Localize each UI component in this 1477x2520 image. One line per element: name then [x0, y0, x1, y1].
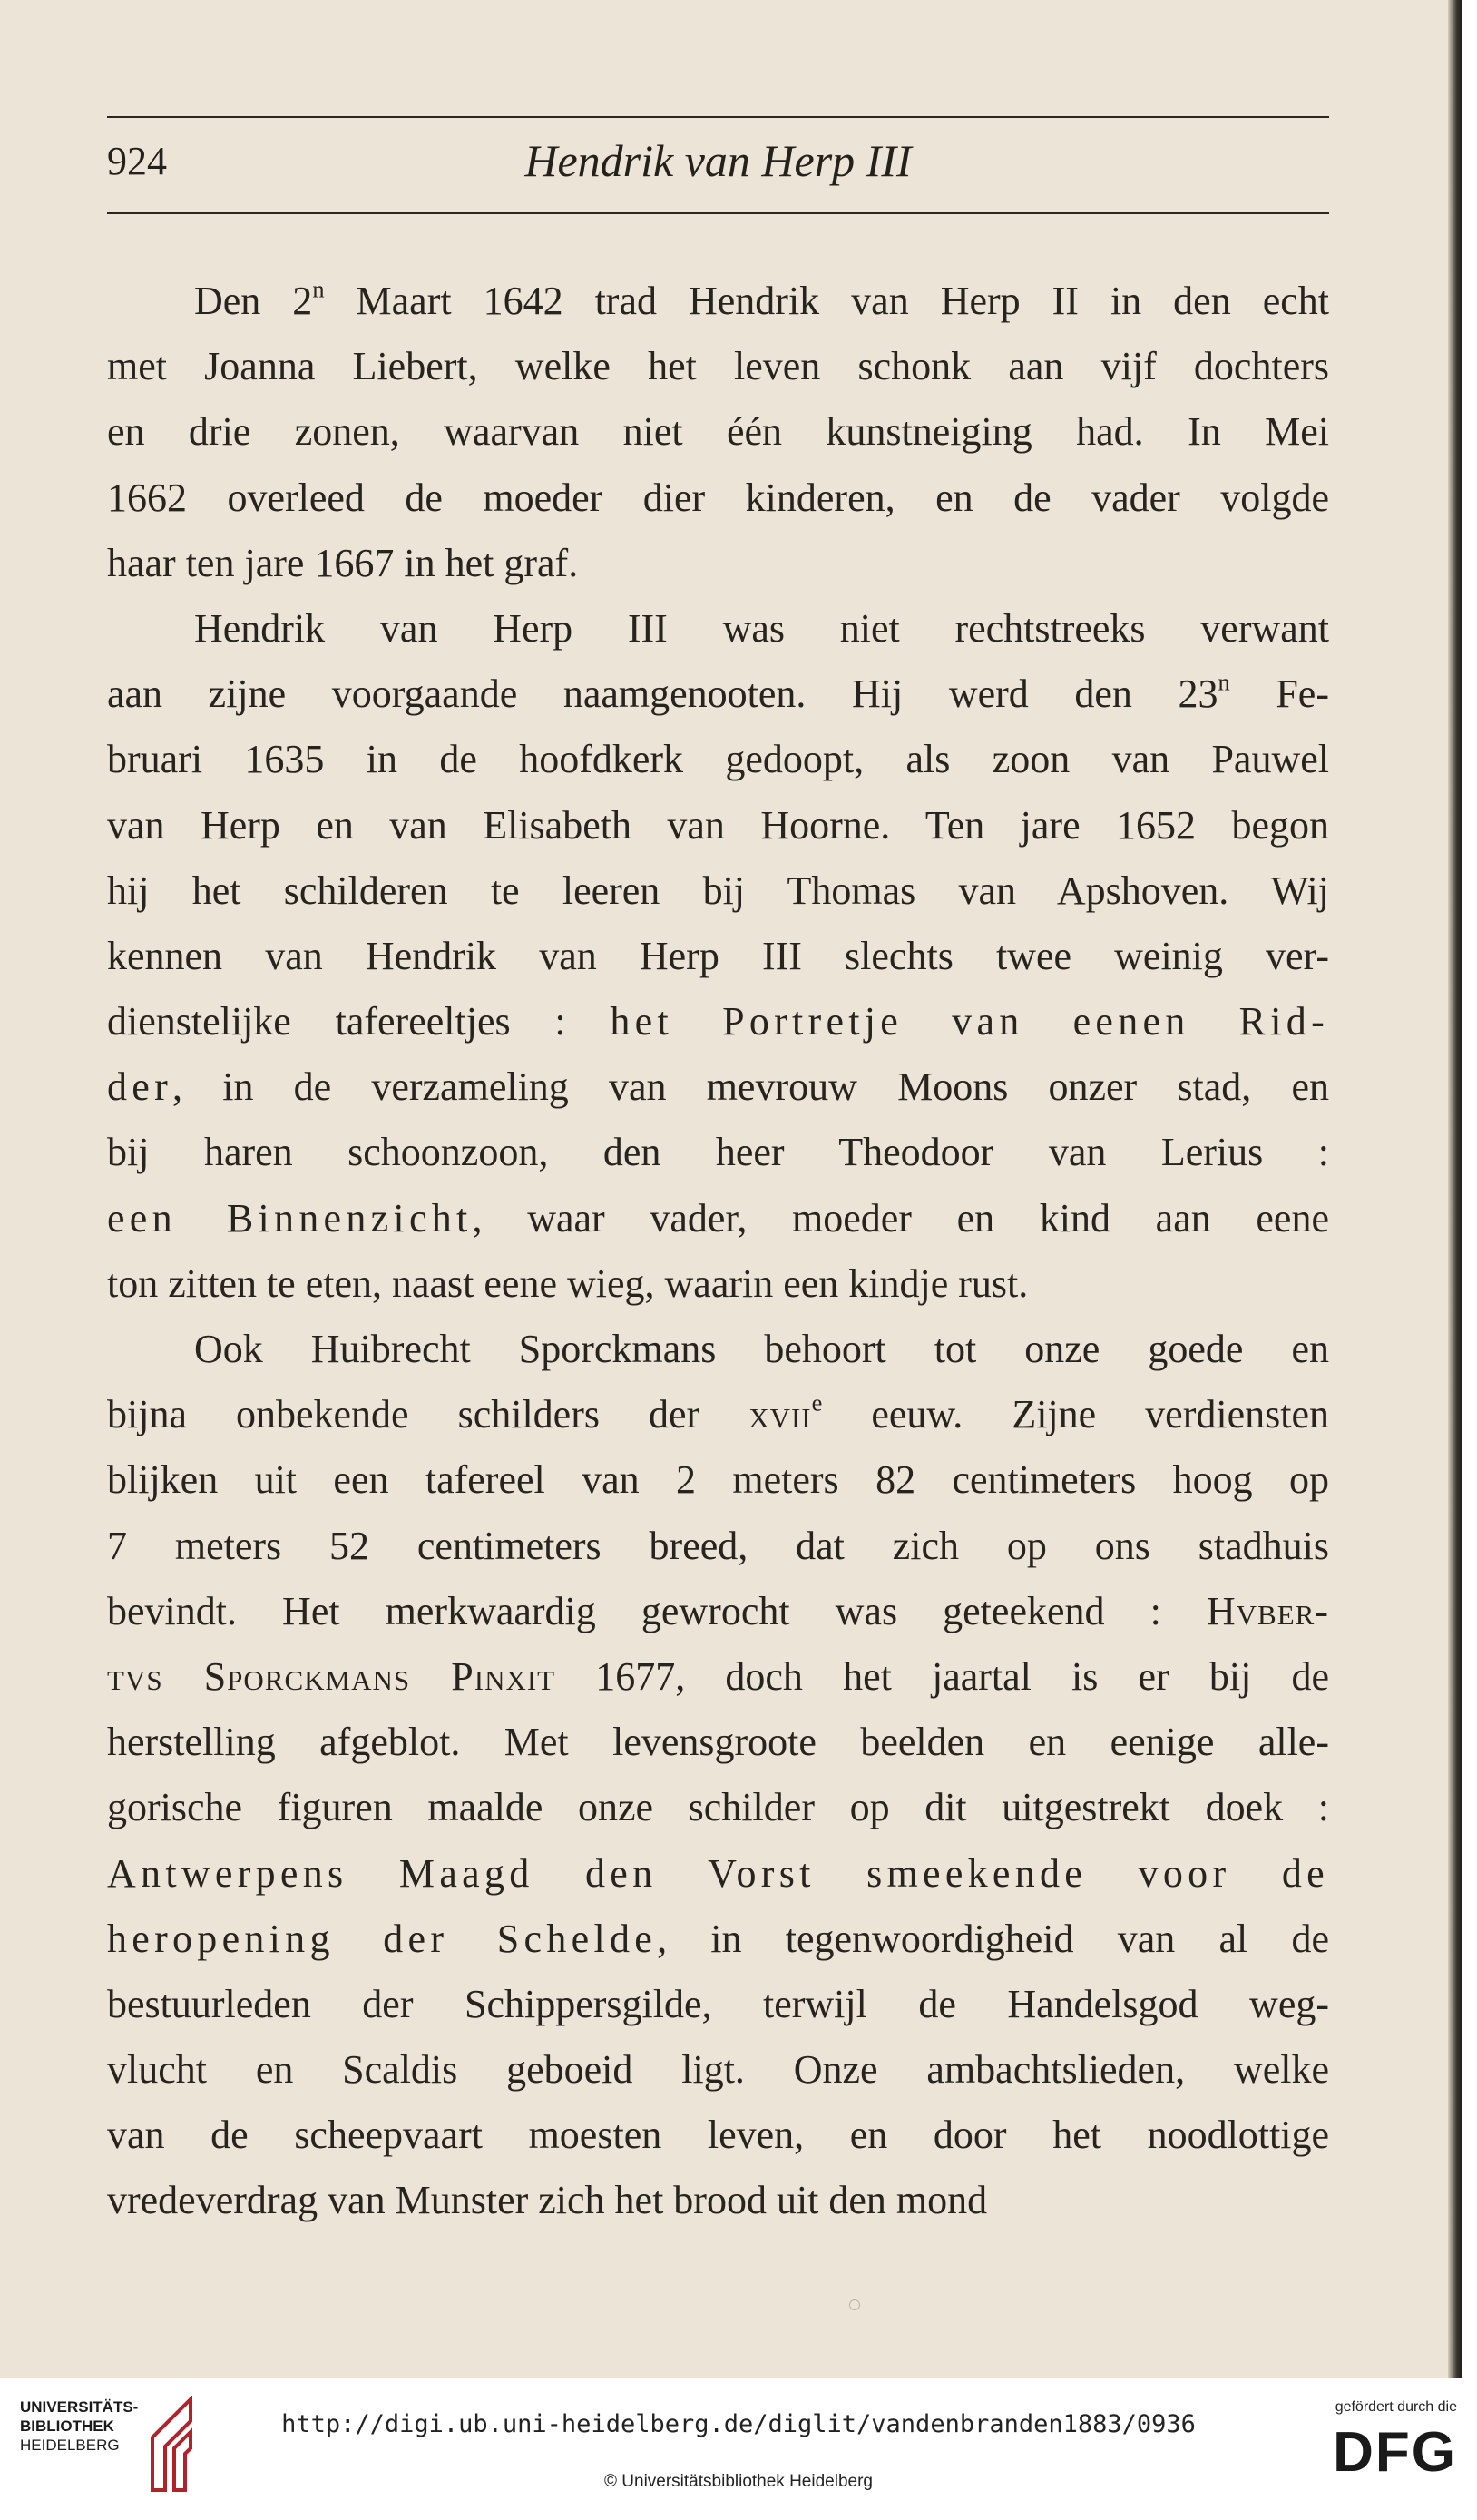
text-run: bevindt. Het merkwaardig gewrocht was geteekend :	[107, 1588, 1207, 1633]
dfg-logo: DFG	[1333, 2421, 1457, 2484]
text-line	[107, 2037, 1329, 2103]
text-run: Maart 1642 trad Hendrik van Herp II in den echt	[324, 279, 1329, 323]
funder-block	[1276, 2399, 1457, 2485]
library-name-line2: BIBLIOTHEK	[20, 2417, 114, 2435]
text-line	[107, 1841, 1329, 1907]
text-line	[107, 1120, 1329, 1185]
text-line	[107, 924, 1329, 989]
text-run: 1662 overleed de moeder dier kinderen, en de vader volgde	[107, 475, 1329, 520]
text-line	[107, 1579, 1329, 1644]
text-line	[107, 1907, 1329, 1972]
text-run: dienstelijke tafereeltjes :	[107, 999, 611, 1044]
text-run: vredeverdrag van Munster zich het brood uit den mond	[107, 2178, 988, 2223]
text-line	[107, 1644, 1329, 1710]
text-line	[107, 334, 1329, 399]
text-run: Fe-	[1229, 672, 1329, 717]
page-edge-shadow	[1448, 0, 1462, 2378]
text-line	[107, 269, 1329, 334]
text-run: herstelling afgeblot. Met levensgroote beelden en eenige alle-	[107, 1720, 1329, 1765]
text-line	[107, 1382, 1329, 1447]
text-line	[107, 1775, 1329, 1840]
text-run: 7 meters 52 centimeters breed, dat zich op ons stadhuis	[107, 1523, 1329, 1568]
text-run: bijna onbekende schilders der	[107, 1392, 749, 1437]
library-name-line1: UNIVERSITÄTS-	[20, 2398, 139, 2416]
text-run: , waar vader, moeder en kind aan eene	[472, 1195, 1329, 1240]
text-line	[107, 989, 1329, 1054]
text-run: van de scheepvaart moesten leven, en door het noodlottige	[107, 2113, 1329, 2158]
running-title: Hendrik van Herp III	[524, 135, 912, 186]
text-line	[107, 1317, 1329, 1382]
page-number: 924	[107, 139, 167, 183]
text-line	[107, 1972, 1329, 2037]
digitization-footer	[0, 2378, 1477, 2520]
text-run: van Herp en van Elisabeth van Hoorne. Ten jare 1652 begon	[107, 802, 1329, 848]
text-run: bij haren schoonzoon, den heer Theodoor van Lerius :	[107, 1130, 1329, 1175]
text-run: vlucht en Scaldis geboeid ligt. Onze ambachtslieden, welke	[107, 2047, 1329, 2093]
text-run: Den 2	[194, 279, 313, 323]
spaced-title: Antwerpens Maagd den Vorst smeekende voor de	[107, 1850, 1329, 1896]
spaced-title: heropening der Schelde	[107, 1916, 658, 1961]
text-run: , in tegenwoordigheid van al de	[657, 1916, 1329, 1961]
text-run: kennen van Hendrik van Herp III slechts twee weinig ver-	[107, 933, 1329, 978]
small-caps-text: xvii	[748, 1392, 812, 1437]
text-run: bestuurleden der Schippersgilde, terwijl de Handelsgod weg-	[107, 1981, 1329, 2026]
text-line	[107, 2168, 1329, 2233]
superscript: n	[1218, 668, 1230, 696]
text-line	[107, 858, 1329, 924]
text-run: ton zitten te eten, naast eene wieg, waarin een kindje rust.	[107, 1260, 1029, 1306]
text-run: hij het schilderen te leeren bij Thomas van Apshoven. Wij	[107, 868, 1329, 913]
header-rule-bottom	[107, 212, 1329, 214]
text-run: Hendrik van Herp III was niet rechtstreeks verwant	[194, 605, 1329, 651]
text-run: eeuw. Zijne verdiensten	[822, 1392, 1329, 1437]
library-name-line3: HEIDELBERG	[20, 2437, 120, 2454]
superscript: n	[312, 275, 325, 303]
text-line	[107, 727, 1329, 792]
text-line	[107, 793, 1329, 858]
text-line	[107, 531, 1329, 596]
small-caps-text: tvs Sporckmans Pinxit	[107, 1653, 556, 1699]
text-run: 1677, doch het jaartal is er bij de	[555, 1653, 1329, 1699]
text-line	[107, 1710, 1329, 1775]
text-line	[107, 596, 1329, 662]
spaced-title: der	[107, 1064, 173, 1110]
body-text	[107, 269, 1329, 2234]
text-line	[107, 1514, 1329, 1579]
text-line	[107, 1186, 1329, 1251]
text-line	[107, 1447, 1329, 1513]
text-run: aan zijne voorgaande naamgenooten. Hij werd den 23	[107, 672, 1218, 717]
header-rule-top	[107, 116, 1329, 118]
funder-label: gefördert durch die	[1335, 2399, 1457, 2415]
page-speck	[849, 2299, 860, 2310]
text-run: Ook Huibrecht Sporckmans behoort tot onze goede en	[194, 1327, 1329, 1371]
text-line	[107, 1251, 1329, 1317]
text-line	[107, 466, 1329, 531]
text-run: , in de verzameling van mevrouw Moons onzer stad, en	[172, 1064, 1329, 1110]
text-run: met Joanna Liebert, welke het leven schonk aan vijf dochters	[107, 344, 1329, 389]
text-run: haar ten jare 1667 in het graf.	[107, 540, 579, 585]
text-run: blijken uit een tafereel van 2 meters 82 centimeters hoog op	[107, 1457, 1329, 1503]
text-line	[107, 399, 1329, 465]
small-caps-text: Hvber-	[1206, 1588, 1329, 1633]
text-line	[107, 2103, 1329, 2168]
copyright-notice: © Universitätsbibliothek Heidelberg	[604, 2472, 873, 2491]
running-header	[107, 134, 1329, 200]
superscript: e	[811, 1388, 823, 1417]
text-line	[107, 1054, 1329, 1120]
text-run: bruari 1635 in de hoofdkerk gedoopt, als zoon van Pauwel	[107, 737, 1329, 782]
permalink-url[interactable]: http://digi.ub.uni-heidelberg.de/diglit/vandenbranden1883/0936	[281, 2410, 1196, 2438]
text-run: gorische figuren maalde onze schilder op dit uitgestrekt doek :	[107, 1785, 1329, 1830]
spaced-title: een Binnenzicht	[107, 1195, 473, 1240]
spaced-title: het Portretje van eenen Rid-	[610, 999, 1329, 1044]
text-run: en drie zonen, waarvan niet één kunstneiging had. In Mei	[107, 409, 1329, 455]
text-line	[107, 662, 1329, 727]
